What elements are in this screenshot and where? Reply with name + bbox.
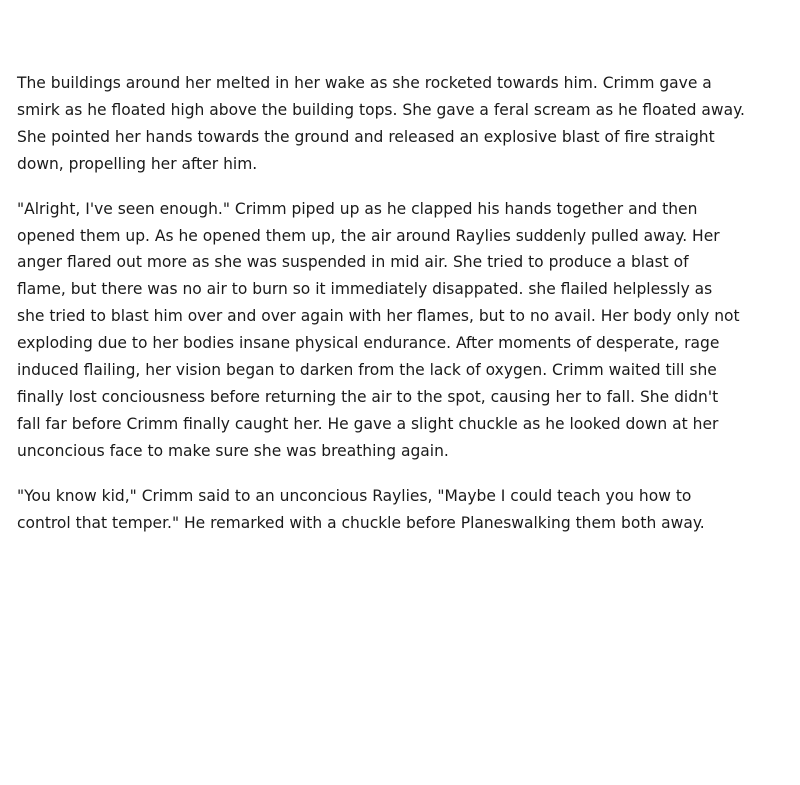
text-line: "You know kid," Crimm said to an unconcious Raylies, "Maybe I could teach you how to bbox=[17, 486, 692, 505]
paragraph-3 bbox=[17, 483, 792, 537]
paragraph-2 bbox=[17, 196, 792, 465]
text-line: control that temper." He remarked with a chuckle before Planeswalking them both away. bbox=[17, 513, 705, 532]
text-line: flame, but there was no air to burn so it immediately disappated. she flailed helplessly as bbox=[17, 280, 713, 299]
text-line: fall far before Crimm finally caught her. He gave a slight chuckle as he looked down at her bbox=[17, 414, 719, 433]
text-line: unconcious face to make sure she was breathing again. bbox=[17, 441, 449, 460]
text-line: opened them up. As he opened them up, the air around Raylies suddenly pulled away. Her bbox=[17, 226, 720, 245]
paragraph-1 bbox=[17, 70, 792, 178]
text-line: "Alright, I've seen enough." Crimm piped up as he clapped his hands together and then bbox=[17, 199, 698, 218]
text-line: finally lost conciousness before returning the air to the spot, causing her to fall. She didn't bbox=[17, 387, 719, 406]
text-line: smirk as he floated high above the building tops. She gave a feral scream as he floated away. bbox=[17, 100, 745, 119]
text-line: anger flared out more as she was suspended in mid air. She tried to produce a blast of bbox=[17, 253, 689, 272]
text-line: exploding due to her bodies insane physical endurance. After moments of desperate, rage bbox=[17, 334, 720, 353]
text-line: she tried to blast him over and over again with her flames, but to no avail. Her body only not bbox=[17, 307, 740, 326]
document-body bbox=[17, 70, 792, 555]
text-line: She pointed her hands towards the ground and released an explosive blast of fire straight bbox=[17, 127, 715, 146]
text-line: down, propelling her after him. bbox=[17, 154, 258, 173]
text-line: induced flailing, her vision began to darken from the lack of oxygen. Crimm waited till she bbox=[17, 361, 717, 380]
text-line: The buildings around her melted in her wake as she rocketed towards him. Crimm gave a bbox=[17, 74, 712, 92]
